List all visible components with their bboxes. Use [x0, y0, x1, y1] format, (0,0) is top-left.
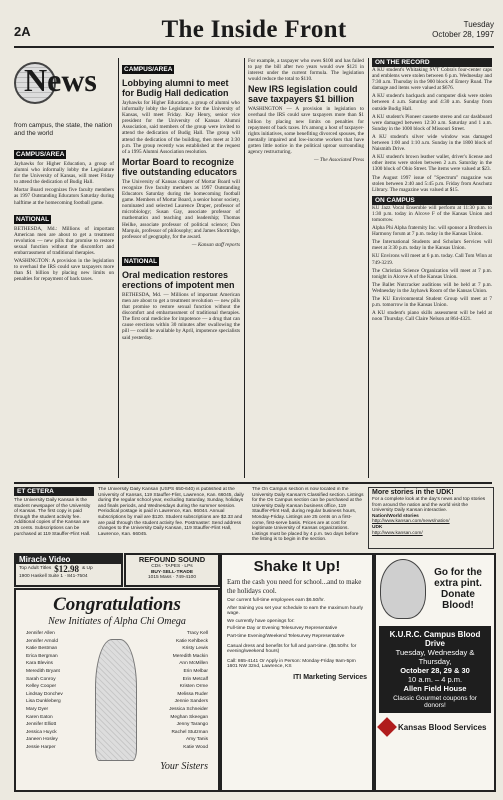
congrats-head: Congratulations	[53, 594, 181, 615]
initiate-name: Meredith Bryant	[26, 668, 60, 674]
body-irs-continued: For example, a taxpayer who owes $100 and has failed to pay the bill after two years would owe $121 in interest under the current formula. The legislation would reduce the total to $110.	[248, 58, 364, 83]
blood-head: Go for the extra pint. Donate Blood!	[434, 567, 482, 611]
congrats-sub: New Initiates of Alpha Chi Omega	[48, 616, 186, 627]
shake-contact: Call: 865-4141 Or Apply in Person: Monday-Friday 9am-5pm 1601 NW 32nd, Lawrence, KS	[227, 658, 356, 670]
credit-staff: — Kansan staff reports	[191, 241, 240, 248]
shake-benefits: Casual dress and benefits for full and part-time. ($6.50/hr. for evening/weekend hours)	[227, 643, 357, 655]
record-item: A KU student's silver wide window was damaged between 1:00 and 1:10 a.m. Sunday in the 1800 block of Naismith Drive.	[372, 133, 492, 153]
on-the-record-head: ON THE RECORD	[372, 58, 492, 67]
initiate-name: Kristen Orme	[179, 684, 208, 690]
initiate-names-left	[26, 631, 63, 761]
headline-budig: Lobbying alumni to meet for Budig Hall dedication	[122, 78, 229, 98]
news-title: News	[24, 62, 97, 98]
shake-company: ITI Marketing Services	[293, 673, 367, 681]
initiate-name: Mary Dyer	[26, 706, 49, 712]
page-number: 2A	[14, 24, 31, 39]
body-budig: Jayhawks for Higher Education, a group of alumni who informally lobby the Legislature for the University of Kansas, will meet Friday. Kay Henry, senior vice president for the University of Kansas Alumni Association, said members of the group were invited to attend the dedication of Budig Hall. The group will attend the dedication of the building, then meet at 3:30 p.m. The group recently was established at the request of a 1995 Alumni Association resolution.	[122, 100, 240, 155]
ad-miracle-video	[14, 553, 123, 587]
initiate-name: Erica Bergman	[26, 653, 58, 659]
initiate-name: Kristy Lewis	[182, 646, 208, 652]
section-campus-area: CAMPUS/AREA	[124, 66, 173, 73]
mascot-icon	[380, 559, 426, 619]
udk-link-1[interactable]: http://www.kansan.com/news/nation/	[372, 519, 450, 525]
initiate-name: Kelley Cooper	[26, 684, 57, 690]
miracle-line: Top Adult Titles	[19, 566, 52, 572]
headline-mortar-board: Mortar Board to recognize five outstanding educators	[122, 156, 238, 177]
headline-oral-medication: Oral medication restores erections of impotent men	[122, 269, 235, 290]
initiate-names-right	[169, 631, 208, 761]
shake-item: After training you set your schedule to earn the maximum hourly wage.	[227, 605, 363, 617]
kurc-dates: October 28, 29 & 30	[400, 666, 470, 675]
ad-refound-sound	[124, 553, 220, 587]
news-campus-text: Jayhawks for Higher Education, a group of alumni who informally lobby the Legislature for the University of Kansas, will meet Friday to attend the dedication of Budig Hall.	[14, 161, 114, 186]
initiate-name: Jessica Schneider	[169, 706, 208, 712]
kurc-extra: Classic Gourmet coupons for donors!	[393, 695, 477, 709]
miracle-addr: 1900 Haskell Suite 1 · 841-7504	[19, 574, 88, 579]
udk-link-2[interactable]: http://www.kansan.com/	[372, 530, 423, 536]
oncampus-info-text: The On Campus section is now located in the University Daily Kansan's Classified section. Listings for the On Campus section can be purchased at the University Daily Kansan business office, 119 Stauffer-Flint Hall, during regular business hours, Monday-Friday. Listings are 25 cents on a first-come, first-serve basis. Prices are at cost for legitimate University of Kansas organizations. Listings must be placed by 4 p.m. two days before the listing is to begin in the section.	[252, 487, 364, 543]
initiate-name: Amy Tanis	[185, 737, 208, 743]
section-rule	[14, 482, 492, 484]
page-header	[14, 12, 494, 48]
lyre-crest-icon	[95, 639, 137, 761]
kbs-name: Kansas Blood Services	[398, 722, 487, 732]
initiate-name: Ann McMillen	[179, 661, 208, 667]
initiate-name: Lindsay Donchev	[26, 691, 63, 697]
initiate-name: Sarah Conroy	[26, 676, 56, 682]
on-campus-item: The Christian Science Organization will meet at 7 p.m. tonight in Alcove A of the Kansas Union.	[372, 267, 492, 280]
on-campus-item: The KU Environmental Student Group will meet at 7 p.m. tomorrow in the Kansas Union.	[372, 296, 492, 309]
news-national-text: BETHESDA, Md.: Millions of important American men are about to get a treatment revolution — new pills that promise to restore sexual function without the discomfort and embarrassment of traditional therapies.	[14, 225, 114, 257]
masthead-title: The Inside Front	[161, 16, 347, 43]
initiate-name: Jennifer Allen	[26, 631, 55, 636]
record-list	[372, 67, 492, 193]
initiate-name: Lisa Dunkleberg	[26, 699, 61, 705]
record-item: A KU student's Pioneer cassette stereo and car dashboard were damaged between 12:30 a.m. Saturday and 1 a.m. Sunday in the 1000 block of Missouri Street.	[372, 113, 492, 132]
ad-congratulations	[14, 588, 220, 792]
record-item: A KU student's brown leather wallet, driver's license and other items were stolen between 2 a.m. Saturday in the 1300 block of Ohio Street. The items were valued at $23.	[372, 154, 492, 173]
udk-link-label-2: UDK	[372, 524, 383, 530]
on-campus-head: ON CAMPUS	[372, 196, 492, 205]
column-rule	[368, 58, 369, 478]
initiate-name: Karen Eaton	[26, 714, 53, 720]
record-item: A KU student's Whitaking SVT Cobra's four-center caps and emblems were stolen between 6 p.m. Wednesday and 7:30 a.m. Thursday in the 900 block of Emery Road. The damage and items were valued at $676.	[372, 67, 492, 92]
body-mortar-board: The University of Kansas chapter of Mortar Board will recognize five faculty members as 1997 Outstanding Educators Saturday during the homecoming football game. Members of Mortar Board, a senior honor society, nominated and selected Laurence Draper, professor of microbiology; Susan Gay, associate professor of mathematics and teaching and leadership; Thomas Heilke, associate professor of political science; Don Marquis, professor of philosophy; and James Shortridge, professor of geography, for the award.	[122, 178, 240, 240]
initiate-name: Janeen Hosley	[26, 737, 58, 743]
initiate-name: Erin Melbar	[183, 668, 208, 674]
initiate-name: Rachel Stutzman	[171, 729, 208, 735]
initiate-name: Kara Blevins	[26, 661, 53, 667]
article-column-2	[248, 58, 364, 478]
initiate-name: Jenny Tarango	[176, 722, 208, 728]
dateline-date: October 28, 1997	[432, 30, 494, 39]
dateline-day: Tuesday	[463, 20, 494, 29]
udk-head: More stories in the UDK!	[372, 489, 454, 496]
usps-text: The University Daily Kansan (USPS 650-640) is published at the University of Kansas, 119 Stauffer-Flint, Lawrence, Kan. 66045, daily during the regular school year, excluding Saturday, Sunday, holidays and finals periods, and Wednesdays during the summer session. Periodical postage is paid in Lawrence, Kan. 66044. Annual subscriptions by mail are $120. Student subscriptions are $2.33 and are paid through the student activity fee. Postmaster: Send address changes to the University Daily Kansan, 119 Stauffer-Flint Hall, Lawrence, Kan. 66045.	[98, 487, 244, 537]
record-item: A KU student's backpack and computer disk were stolen between 4 a.m. Saturday and 4:30 a.m. Sunday from outside Budig Hall.	[372, 93, 492, 112]
udk-online-box	[368, 487, 494, 549]
shake-item: Part-time Evening/Weekend Telesurvey Representative	[227, 633, 345, 639]
headline-irs: New IRS legislation could save taxpayers $1 billion	[248, 84, 358, 105]
record-item: The August 1997 issue of "Spectrum" magazine was stolen between 2:40 and 5:45 p.m. Friday from Anschutz Library. The magazine was valued at $15.	[372, 174, 492, 193]
refound-line: BUY·SELL·TRADE	[150, 569, 194, 575]
initiate-name: Erin Metcalf	[182, 676, 208, 682]
etcetera-head: ET CETERA	[14, 487, 94, 496]
congrats-sisters: Your Sisters	[160, 761, 208, 772]
initiate-name: Jennifer Arnold	[26, 638, 58, 644]
dateline	[432, 20, 494, 40]
news-national-text-2: WASHINGTON: A provision in the legislation to overhaul the IRS could save taxpayers more than $1 billion by placing new limits on penalties for repayment of back taxes.	[14, 258, 114, 283]
on-campus-item: The Ballet Nutcracker auditions will be held at 7 p.m. Wednesday in the Jayhawk Room of the Kansas Union.	[372, 281, 492, 294]
udk-text: For a complete look at the day's news and top stories from around the nation and the world visit the University Daily Kansan interactive.	[372, 497, 486, 514]
miracle-price: $12.98	[54, 564, 80, 574]
refound-addr: 1015 Mass · 749-4100	[148, 575, 196, 581]
news-summary-column	[14, 58, 114, 478]
initiate-name: Katie Kehlbeck	[176, 638, 208, 644]
on-campus-item: A KU student's piano skills assessment will be held at noon Thursday. Call Claire Nelson at 864-4321.	[372, 310, 492, 323]
on-campus-item: Alpha Phi Alpha fraternity Inc. will sponsor a Brothers in Harmony forum at 7 p.m. today in the Kansas Union.	[372, 225, 492, 238]
etcetera-box	[14, 487, 94, 547]
kurc-place: Allen Field House	[403, 684, 467, 693]
initiate-name: Jessica Huyck	[26, 729, 57, 735]
initiate-name: Katie Bestman	[26, 646, 58, 652]
ad-blood-drive	[374, 553, 496, 792]
kurc-head: K.U.R.C. Campus Blood Drive	[389, 630, 481, 648]
body-oral-medication: BETHESDA, Md. — Millions of important American men are about to get a treatment revolution — new pills that promise to restore sexual function without the discomfort and embarrassment of traditional therapies. The first oral medicine for impotence — a drug that can cause erections within 30 minutes after swallowing the pill — could be available by April, impotence specialists said yesterday.	[122, 291, 240, 341]
shake-item: Full-time Day or Evening Telesurvey Representative	[227, 626, 338, 632]
news-campus-head: CAMPUS/AREA	[16, 151, 65, 158]
column-rule	[118, 58, 119, 478]
article-column-1	[122, 58, 240, 478]
usps-box	[98, 487, 248, 547]
initiate-name: Meredith Mackin	[172, 653, 208, 659]
refound-name: REFOUND SOUND	[138, 555, 206, 564]
udk-link-label-1: Nation/World stories	[372, 513, 419, 519]
kurc-hours: 10 a.m. – 4 p.m.	[407, 675, 463, 684]
news-national-head: NATIONAL	[16, 215, 50, 223]
shake-list	[222, 598, 372, 640]
oncampus-info-box	[252, 487, 364, 547]
etcetera-text: The University Daily Kansan is the student newspaper of the University of Kansas. The first copy is paid through the student activity fee. Additional copies of the Kansan are 25 cents. Subscriptions can be purchased at 119 Stauffer-Flint Hall.	[14, 498, 91, 537]
on-campus-item: The International Students and Scholars Services will meet at 3:30 p.m. today in the Kansas Union.	[372, 239, 492, 252]
column-rule	[244, 58, 245, 478]
initiate-name: Katie Wood	[183, 744, 208, 750]
kurc-panel	[379, 626, 491, 713]
credit-ap: — The Associated Press	[314, 157, 364, 164]
blood-drop-icon	[377, 717, 397, 737]
miracle-name: Miracle Video	[16, 555, 121, 564]
refound-sub: CDs · TAPES · LPs	[151, 564, 193, 569]
miracle-sub: & Up	[82, 566, 93, 572]
initiate-name: Jessie Harper	[26, 744, 56, 750]
on-campus-list	[372, 205, 492, 323]
body-irs: WASHINGTON — A provision in legislation to overhaul the IRS could save taxpayers more than $1 billion by placing new limits on penalties for repayment of back taxes. It's among a host of taxpayer-rights initiatives, some benefiting divorced spouses, the mentally impaired and low-income workers that have gotten little notice in the political uproar surrounding agency restructuring.	[248, 106, 364, 156]
shake-item: We currently have openings for:	[227, 618, 295, 624]
shake-sub: Earn the cash you need for school...and to make the holidays cool.	[227, 578, 362, 595]
section-national: NATIONAL	[124, 257, 158, 265]
initiate-name: Meghan Skeegan	[170, 714, 208, 720]
record-column	[372, 58, 492, 478]
kurc-when: Tuesday, Wednesday & Thursday,	[395, 648, 475, 666]
news-tagline: from campus, the state, the nation and the world	[14, 122, 113, 137]
ad-shake-it-up	[220, 553, 374, 792]
shake-item: Our current full-time employees earn $6.50/hr.	[227, 598, 325, 603]
news-campus-text-2: Mortar Board recognizes five faculty members as 1997 Outstanding Educators Saturday during halftime at the homecoming football game.	[14, 187, 114, 206]
initiate-name: Melissa Ruder	[177, 691, 208, 697]
initiate-name: Jennifer Elliott	[26, 722, 57, 728]
initiate-name: Jennie Sanders	[174, 699, 208, 705]
on-campus-item: KU Jazz Vocal Ensemble will perform at 11:30 p.m. to 1:30 p.m. today in Alcove F of the Kansas Union and tomorrow.	[372, 204, 492, 223]
on-campus-item: KU Environs will meet at 6 p.m. today. Call Tom Winn at 749-3219.	[372, 253, 492, 266]
initiate-name: Tracy Kell	[186, 631, 208, 636]
shake-head: Shake It Up!	[253, 558, 341, 575]
